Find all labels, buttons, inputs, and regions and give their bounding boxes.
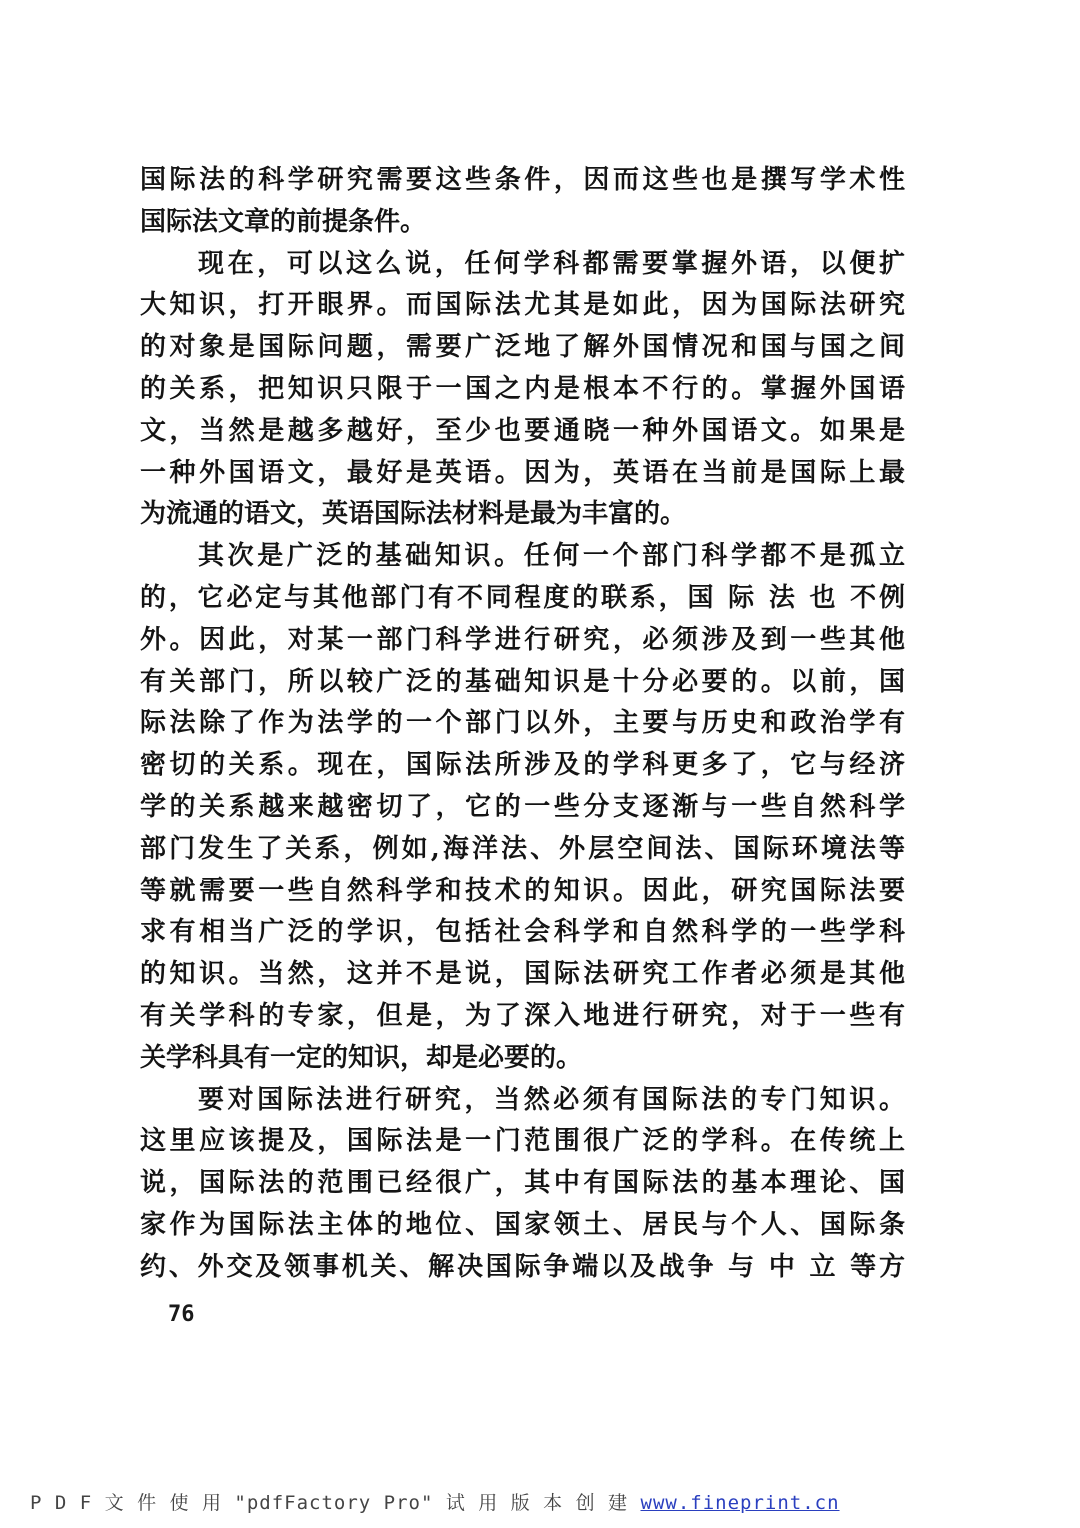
- text-line: 有关学科的专家，但是，为了深入地进行研究，对于一些有: [140, 1000, 905, 1031]
- watermark-link[interactable]: www.fineprint.cn: [640, 1492, 840, 1514]
- pdf-watermark-footer: [30, 1488, 840, 1518]
- text-line: 要对国际法进行研究，当然必须有国际法的专门知识。: [198, 1084, 905, 1115]
- text-line: 的知识。当然，这并不是说，国际法研究工作者必须是其他: [140, 959, 905, 990]
- text-line: 等就需要一些自然科学和技术的知识。因此，研究国际法要: [140, 875, 905, 906]
- text-line: 说，国际法的范围已经很广，其中有国际法的基本理论、国: [140, 1168, 905, 1199]
- text-line: 际法除了作为法学的一个部门以外，主要与历史和政治学有: [140, 708, 905, 739]
- text-line: 国际法的科学研究需要这些条件，因而这些也是撰写学术性: [140, 165, 905, 195]
- text-line: 部门发生了关系，例如,海洋法、外层空间法、国际环境法等: [140, 833, 905, 864]
- text-line: 密切的关系。现在，国际法所涉及的学科更多了，它与经济: [140, 750, 905, 781]
- text-line: 学的关系越来越密切了，它的一些分支逐渐与一些自然科学: [140, 791, 905, 822]
- text-line: 大知识，打开眼界。而国际法尤其是如此，因为国际法研究: [140, 290, 905, 321]
- text-line: 一种外国语文，最好是英语。因为，英语在当前是国际上最: [140, 457, 905, 488]
- text-line: 关学科具有一定的知识，却是必要的。: [140, 1042, 583, 1073]
- text-line: 有关部门，所以较广泛的基础知识是十分必要的。以前，国: [140, 666, 905, 697]
- text-line: 这里应该提及，国际法是一门范围很广泛的学科。在传统上: [140, 1126, 905, 1157]
- body-text: [140, 160, 905, 1289]
- text-line: 为流通的语文，英语国际法材料是最为丰富的。: [140, 499, 687, 530]
- text-line: 现在，可以这么说，任何学科都需要掌握外语，以便扩: [198, 248, 905, 279]
- page-number: 76: [168, 1302, 195, 1327]
- text-line: 文，当然是越多越好，至少也要通晓一种外国语文。如果是: [140, 415, 905, 446]
- text-line: 约、外交及领事机关、解决国际争端以及战争 与 中 立 等方: [140, 1251, 905, 1282]
- text-line: 国际法文章的前提条件。: [140, 206, 427, 237]
- text-line: 其次是广泛的基础知识。任何一个部门科学都不是孤立: [198, 541, 905, 572]
- text-line: 的，它必定与其他部门有不同程度的联系，国 际 法 也 不例: [140, 582, 905, 613]
- text-line: 外。因此，对某一部门科学进行研究，必须涉及到一些其他: [140, 624, 905, 655]
- text-line: 求有相当广泛的学识，包括社会科学和自然科学的一些学科: [140, 917, 905, 948]
- text-line: 家作为国际法主体的地位、国家领土、居民与个人、国际条: [140, 1209, 905, 1240]
- text-line: 的关系，把知识只限于一国之内是根本不行的。掌握外国语: [140, 373, 905, 404]
- text-line: 的对象是国际问题，需要广泛地了解外国情况和国与国之间: [140, 332, 905, 363]
- watermark-text: P D F 文 件 使 用 "pdfFactory Pro" 试 用 版 本 创 建: [30, 1492, 641, 1514]
